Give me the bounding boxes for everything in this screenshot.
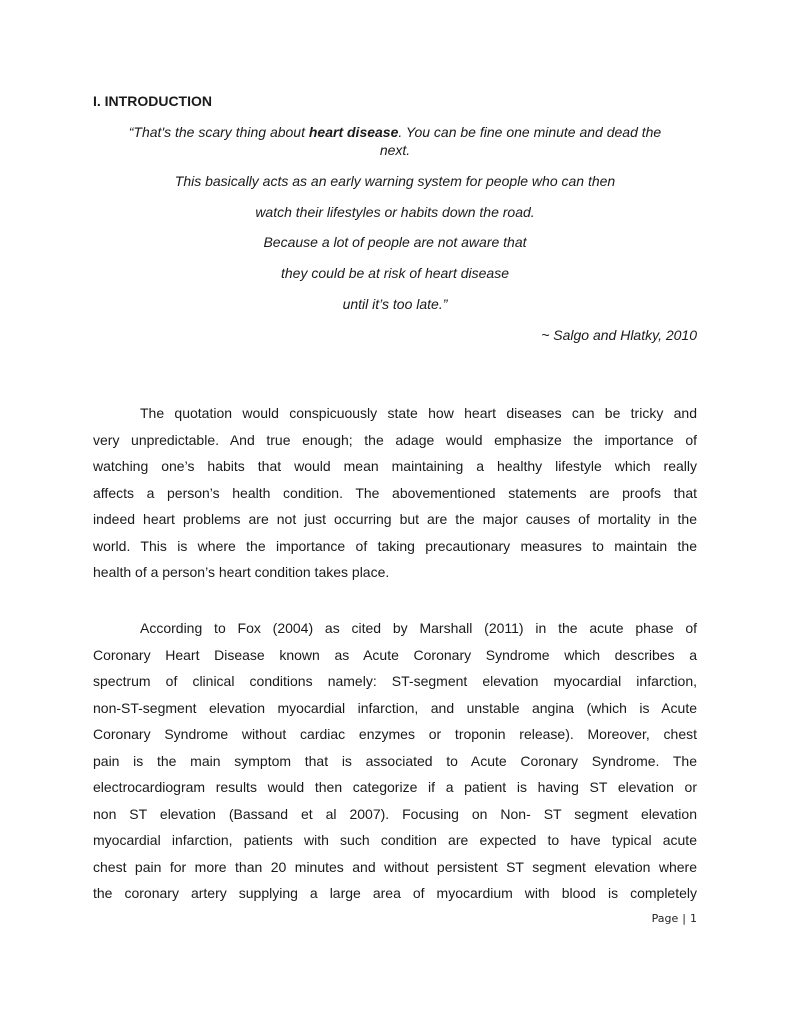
quote-attribution: ~ Salgo and Hlatky, 2010 xyxy=(541,327,697,343)
paragraph-line: affects a person’s health condition. The abovementioned statements are proofs that xyxy=(93,484,697,501)
page-label: Page xyxy=(651,912,679,925)
quote-line-5: Because a lot of people are not aware that xyxy=(263,234,527,250)
paragraph-line: world. This is where the importance of taking precautionary measures to maintain the xyxy=(93,537,697,554)
section-heading: I. INTRODUCTION xyxy=(93,93,212,109)
body-paragraph-1 xyxy=(93,400,697,586)
paragraph-line: health of a person’s heart condition takes place. xyxy=(93,564,390,580)
quote-line-4: watch their lifestyles or habits down the road. xyxy=(255,204,535,220)
paragraph-line: the coronary artery supplying a large area of myocardium with blood is completely xyxy=(93,885,697,901)
quote-text: “That's the scary thing about xyxy=(128,124,309,140)
paragraph-line: non ST elevation (Bassand et al 2007). Focusing on Non- ST segment elevation xyxy=(93,805,697,822)
paragraph-line: spectrum of clinical conditions namely: ST-segment elevation myocardial infarction, xyxy=(93,673,697,689)
paragraph-line: pain is the main symptom that is associated to Acute Coronary Syndrome. The xyxy=(93,752,697,769)
page-number: 1 xyxy=(690,912,697,925)
page-footer xyxy=(652,912,697,925)
quote-text: . You can be fine one minute and dead the xyxy=(398,124,662,140)
paragraph-line: electrocardiogram results would then categorize if a patient is having ST elevation or xyxy=(93,779,697,795)
quote-line-7: until it’s too late.” xyxy=(342,296,448,312)
paragraph-line: myocardial infarction, patients with such condition are expected to have typical acute xyxy=(93,832,697,848)
paragraph-line: non-ST-segment elevation myocardial infarction, and unstable angina (which is Acute xyxy=(93,699,697,716)
paragraph-line: Coronary Syndrome without cardiac enzymes or troponin release). Moreover, chest xyxy=(93,726,697,742)
paragraph-line: indeed heart problems are not just occurring but are the major causes of mortality in the xyxy=(93,511,697,527)
quote-line-2: next. xyxy=(379,142,411,158)
paragraph-line: According to Fox (2004) as cited by Marshall (2011) in the acute phase of xyxy=(140,620,697,636)
quote-line-3: This basically acts as an early warning system for people who can then xyxy=(174,173,616,189)
paragraph-line: watching one’s habits that would mean maintaining a healthy lifestyle which really xyxy=(93,458,697,474)
paragraph-line: Coronary Heart Disease known as Acute Coronary Syndrome which describes a xyxy=(93,646,697,663)
quote-line-6: they could be at risk of heart disease xyxy=(280,265,510,281)
page-separator: | xyxy=(682,912,686,925)
paragraph-line: The quotation would conspicuously state how heart diseases can be tricky and xyxy=(140,405,697,421)
quote-line-1 xyxy=(93,124,697,140)
body-paragraph-2 xyxy=(93,615,697,907)
paragraph-line: chest pain for more than 20 minutes and without persistent ST segment elevation where xyxy=(93,858,697,875)
paragraph-line: very unpredictable. And true enough; the adage would emphasize the importance of xyxy=(93,431,697,448)
quote-bold-text: heart disease xyxy=(308,124,399,140)
